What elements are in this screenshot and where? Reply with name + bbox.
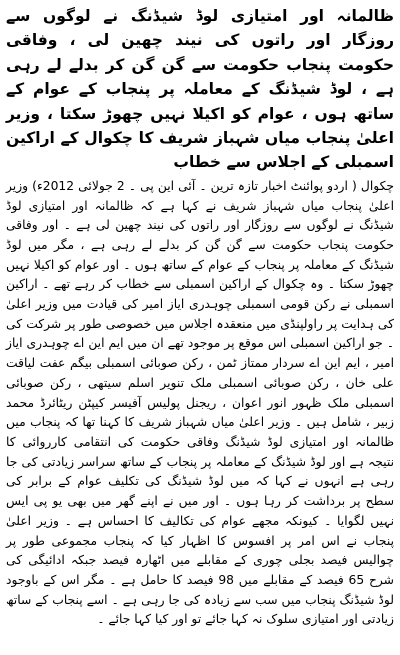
article-headline: ظالمانہ اور امتیازی لوڈ شیڈنگ نے لوگوں سے روزگار اور راتوں کی نیند چھین لی ، وفاقی حکومت پنجاب حکومت سے گن گن کر بدلے لے رہی ہے ، لوڈ شیڈنگ کے معاملہ پر پنجاب کے عوام کے ساتھ ہوں ، عوام کو اکیلا نہیں چھوڑ سکتا ، وزیر اعلیٰ پنجاب میاں شہباز شریف کا چکوال کے اراکین اسمبلی کے اجلاس سے خطاب <box>6 7 394 172</box>
article-body: چکوال ( اردو پوائنٹ اخبار تازہ ترین ۔ آئی این پی ۔ 2 جولائی 2012ء) وزیر اعلیٰ پنجاب میاں شہباز شریف نے کہا ہے کہ ظالمانہ اور امتیازی لوڈ شیڈنگ نے لوگوں سے روزگار اور راتوں کی نیند چھین لی ہے ۔ اور وفاقی حکومت پنجاب حکومت سے گن گن کر بدلے لے رہی ہے ، مگر میں لوڈ شیڈنگ کے معاملہ پر پنجاب کے عوام کے ساتھ ہوں ۔ اور عوام کو اکیلا نہیں چھوڑ سکتا ۔ وہ چکوال کے اراکین اسمبلی سے خطاب کر رہے تھے ۔ اراکین اسمبلی نے رکن قومی اسمبلی چوہدری ایاز امیر کی قیادت میں وزیر اعلیٰ کی ہدایت پر راولپنڈی میں منعقدہ اجلاس میں خصوصی طور پر شرکت کی ۔ جو اراکین اسمبلی اس موقع پر موجود تھے ان میں ایم این اے چوہدری ایاز امیر ، ایم این اے سردار ممتاز ٹمن ، رکن صوبائی اسمبلی بیگم عفت لیاقت علی خان ، رکن صوبائی اسمبلی ملک تنویر اسلم سیتھی ، رکن صوبائی اسمبلی ملک ظہور انور اعوان ، ریجنل پولیس آفیسر کیپٹن ریٹائرڈ محمد زبیر ، شامل ہیں ۔ وزیر اعلیٰ میاں شہباز شریف کا کہنا تھا کہ پنجاب میں ظالمانہ اور امتیازی لوڈ شیڈنگ وفاقی حکومت کی انتقامی کارروائی کا نتیجہ ہے اور لوڈ شیڈنگ کے معاملہ پر پنجاب کے ساتھ سراسر زیادتی کی جا رہی ہے انہوں نے کہا کہ میں لوڈ شیڈنگ کی تکلیف عوام کے برابر کی سطح پر برداشت کر رہا ہوں ۔ اور میں نے اپنے گھر میں بھی یو پی ایس نہیں لگوایا ۔ کیونکہ مجھے عوام کی تکالیف کا احساس ہے ۔ وزیر اعلیٰ پنجاب نے اس امر پر افسوس کا اظہار کیا کہ پنجاب مجموعی طور پر چوالیس فیصد بجلی چوری کے مقابلے میں اٹھارہ فیصد جبکہ ادائیگی کی شرح 65 فیصد کے مقابلے میں 98 فیصد کا حامل ہے ۔ مگر اس کے باوجود لوڈ شیڈنگ پنجاب میں سب سے زیادہ کی جا رہی ہے ۔ اسے پنجاب کے ساتھ زیادتی اور امتیازی سلوک نہ کہا جائے تو اور کیا کہا جائے ۔ <box>6 178 394 627</box>
